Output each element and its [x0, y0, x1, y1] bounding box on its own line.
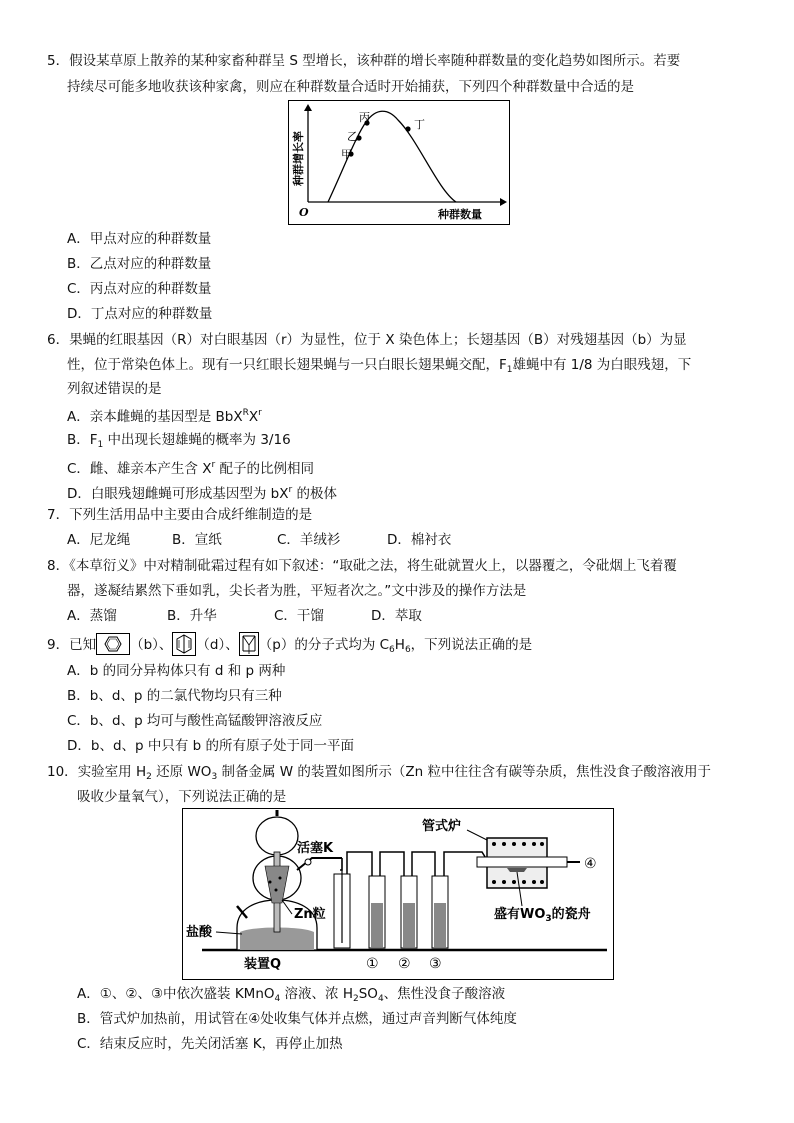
q5-number: 5．: [47, 53, 70, 69]
q6-option-c[interactable]: C．雌、雄亲本产生含 $X^r$ 配子的比例相同: [67, 460, 314, 477]
q10-line2: 吸收少量氧气），下列说法正确的是: [77, 789, 287, 805]
q7-stem: 7．下列生活用品中主要由合成纤维制造的是: [47, 507, 313, 523]
q9-stem: 9．已知 （b）、 （d）、 （p）的分子式均为 $C_6H_6$，下列说法正确的是: [47, 632, 532, 656]
bottle-1-label: ①: [366, 956, 379, 972]
q6-line3: 列叙述错误的是: [67, 381, 162, 397]
point-ding: [405, 126, 410, 131]
q9-option-a[interactable]: A．b 的同分异构体只有 d 和 p 两种: [67, 663, 286, 679]
q5-line2: 持续尽可能多地收获该种家禽，则应在种群数量合适时开始捕获，下列四个种群数量中合适的是: [67, 79, 634, 95]
hydrochloric-acid-label: 盐酸: [186, 925, 213, 940]
label-ding: 丁: [414, 118, 425, 131]
q7-option-b[interactable]: B．宣纸: [172, 532, 222, 548]
q8-line1: 8．《本草衍义》中对精制砒霜过程有如下叙述：“取砒之法，将生砒就置火上，以器覆之，令砒烟上飞着覆: [47, 558, 677, 574]
q8-option-a[interactable]: A．蒸馏: [67, 608, 117, 624]
q9-option-c[interactable]: C．b、d、p 均可与酸性高锰酸钾溶液反应: [67, 713, 323, 729]
q5-growth-chart: [288, 100, 510, 225]
device-q-label: 装置Q: [244, 957, 282, 972]
q6-number: 6．: [47, 332, 70, 348]
q7-number: 7．: [47, 507, 70, 523]
q6-option-a[interactable]: A．亲本雌蝇的基因型是 $BbX^RX^r$: [67, 408, 262, 425]
furnace-label: 管式炉: [422, 819, 462, 834]
q9-option-d[interactable]: D．b、d、p 中只有 b 的所有原子处于同一平面: [67, 738, 355, 754]
prismane-structure: [239, 632, 259, 656]
q10-option-b[interactable]: B．管式炉加热前，用试管在④处收集气体并点燃，通过声音判断气体纯度: [77, 1011, 517, 1027]
x-axis-label: 种群数量: [438, 208, 482, 221]
bottle-3-label: ③: [429, 956, 442, 972]
q6-line2: 性，位于常染色体上。现有一只红眼长翅果蝇与一只白眼长翅果蝇交配，$F_1$雄蝇中有 1/8 为白眼残翅，下: [67, 357, 692, 375]
origin-label: O: [299, 206, 309, 219]
q10-option-c[interactable]: C．结束反应时，先关闭活塞 K，再停止加热: [77, 1036, 343, 1052]
q10-option-a[interactable]: A．①、②、③中依次盛装 KMnO$_4$ 溶液、浓 $H_2SO_4$、焦性没食子酸溶液: [77, 986, 506, 1004]
q5-line1: 5．假设某草原上散养的某种家畜种群呈 S 型增长，该种群的增长率随种群数量的变化趋势如图所示。若要: [47, 53, 681, 69]
q5-option-d[interactable]: D．丁点对应的种群数量: [67, 306, 213, 322]
zn-label: Zn粒: [294, 907, 326, 922]
dewar-benzene-structure: [172, 632, 196, 656]
q8-number: 8．: [47, 558, 70, 574]
q8-option-d[interactable]: D．萃取: [371, 608, 422, 624]
label-yi: 乙: [347, 130, 358, 143]
q5-option-b[interactable]: B．乙点对应的种群数量: [67, 256, 212, 272]
q9-number: 9．: [47, 637, 70, 653]
q5-option-a[interactable]: A．甲点对应的种群数量: [67, 231, 212, 247]
q6-option-b[interactable]: B．$F_1$ 中出现长翅雄蝇的概率为 3/16: [67, 432, 291, 450]
q9-option-b[interactable]: B．b、d、p 的二氯代物均只有三种: [67, 688, 282, 704]
q5-option-c[interactable]: C．丙点对应的种群数量: [67, 281, 212, 297]
q8-line2: 器，遂凝结累然下垂如乳，尖长者为胜，平短者次之。”文中涉及的操作方法是: [67, 583, 527, 599]
q7-option-c[interactable]: C．羊绒衫: [277, 532, 341, 548]
q10-number: 10．: [47, 764, 78, 780]
q8-option-c[interactable]: C．干馏: [274, 608, 324, 624]
outlet-4-label: ④: [584, 856, 597, 872]
q8-options: [67, 606, 422, 626]
q10-line1: 10．实验室用 $H_2$ 还原 $WO_3$ 制备金属 W 的装置如图所示（Zn 粒中往往含有碳等杂质，焦性没食子酸溶液用于: [47, 764, 711, 782]
q6-option-d[interactable]: D．白眼残翅雌蝇可形成基因型为 $bX^r$ 的极体: [67, 485, 338, 502]
q6-line1: 6．果蝇的红眼基因（R）对白眼基因（r）为显性，位于 X 染色体上；长翅基因（B）对残翅基因（b）为显: [47, 332, 687, 348]
boat-label: 盛有$WO_3$的瓷舟: [494, 907, 591, 924]
q8-option-b[interactable]: B．升华: [167, 608, 217, 624]
valve-k-label: 活塞K: [297, 841, 334, 856]
bottle-2-label: ②: [398, 956, 411, 972]
q10-apparatus-figure: [182, 808, 614, 980]
label-bing: 丙: [359, 111, 370, 124]
q7-option-a[interactable]: A．尼龙绳: [67, 532, 131, 548]
label-jia: 甲: [341, 148, 352, 161]
q7-options: [67, 530, 451, 550]
benzene-structure: [96, 633, 130, 655]
q7-option-d[interactable]: D．棉衬衣: [387, 532, 452, 548]
y-axis-label: 种群增长率: [292, 131, 305, 186]
